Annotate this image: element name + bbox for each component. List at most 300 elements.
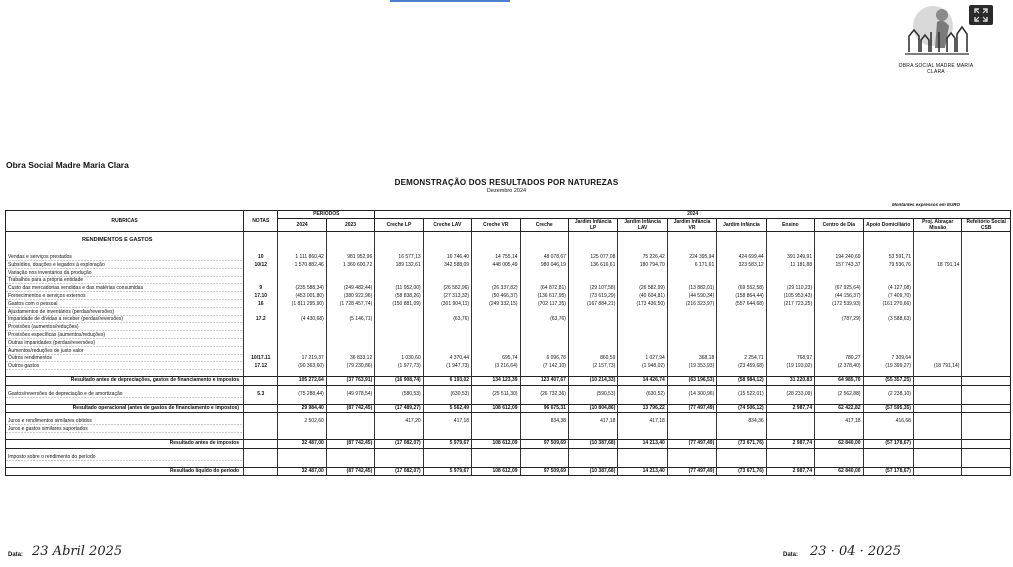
cell-value: 180 794,70 bbox=[618, 262, 667, 270]
cell-value bbox=[962, 254, 1011, 262]
cell-value bbox=[375, 309, 423, 317]
cell-value bbox=[815, 454, 863, 462]
cell-value: 16 577,13 bbox=[375, 254, 423, 262]
cell-value: (2 562,88) bbox=[815, 391, 863, 399]
cell-value bbox=[962, 340, 1011, 348]
empty-cell bbox=[520, 232, 568, 250]
cell-value bbox=[962, 316, 1011, 324]
cell-value: (29 107,58) bbox=[568, 285, 617, 293]
cell-value bbox=[568, 316, 617, 324]
empty-cell bbox=[913, 232, 961, 250]
cell-value: 1 570 882,46 bbox=[278, 262, 326, 270]
row-label bbox=[6, 340, 244, 348]
cell-value: (172 539,93) bbox=[815, 301, 863, 309]
income-statement-table bbox=[5, 210, 1011, 476]
cell-value: (787,29) bbox=[815, 316, 863, 324]
cell-value bbox=[913, 355, 961, 363]
cell-value bbox=[913, 404, 961, 413]
row-label bbox=[6, 426, 244, 434]
cell-value bbox=[568, 270, 617, 278]
cell-value bbox=[667, 324, 716, 332]
cell-value bbox=[423, 324, 471, 332]
cell-value: 134 123,39 bbox=[472, 376, 520, 385]
row-label-text: Provisões (aumentos/reduções) bbox=[8, 324, 79, 331]
cell-value bbox=[815, 270, 863, 278]
cell-value bbox=[667, 332, 716, 340]
logo-text: OBRA SOCIAL MADRE MARIA CLARA bbox=[898, 63, 974, 75]
cell-value bbox=[326, 332, 374, 340]
column-header: Jardim Infância VR bbox=[667, 219, 716, 232]
cell-value bbox=[278, 332, 326, 340]
cell-value bbox=[913, 277, 961, 285]
row-label-text: Resultado operacional (antes de gastos de financiamento e impostos) bbox=[72, 404, 240, 411]
row-label bbox=[6, 439, 244, 448]
cell-value: 695,74 bbox=[472, 355, 520, 363]
document-subtitle: Dezembro 2024 bbox=[486, 188, 527, 194]
row-label-text: Resultado líquido do período bbox=[169, 467, 240, 474]
cell-value: 2 254,71 bbox=[717, 355, 766, 363]
cell-value bbox=[423, 309, 471, 317]
cell-value: (380 922,96) bbox=[326, 293, 374, 301]
cell-value: (25 511,30) bbox=[472, 391, 520, 399]
row-note: 17.12 bbox=[244, 363, 278, 371]
table-row bbox=[6, 262, 1011, 270]
cell-value bbox=[717, 348, 766, 356]
year-group-header: 2024 bbox=[375, 211, 1011, 219]
cell-value bbox=[962, 391, 1011, 399]
cell-value bbox=[913, 309, 961, 317]
cell-value: 79 536,76 bbox=[863, 262, 913, 270]
cell-value bbox=[472, 332, 520, 340]
table-row bbox=[6, 332, 1011, 340]
cell-value: (50 466,37) bbox=[472, 293, 520, 301]
cell-value bbox=[472, 309, 520, 317]
cell-value: (3 216,64) bbox=[472, 363, 520, 371]
cell-value bbox=[278, 348, 326, 356]
cell-value bbox=[618, 454, 667, 462]
row-label-text: Juros e rendimentos similares obtidos bbox=[8, 418, 92, 425]
cell-value: 1 027,94 bbox=[618, 355, 667, 363]
cell-value bbox=[618, 426, 667, 434]
cell-value bbox=[717, 426, 766, 434]
row-note: 9 bbox=[244, 285, 278, 293]
cell-value bbox=[375, 426, 423, 434]
cell-value bbox=[962, 467, 1011, 476]
cell-value bbox=[863, 270, 913, 278]
cell-value: 123 407,67 bbox=[520, 376, 568, 385]
cell-value: 417,18 bbox=[815, 418, 863, 426]
cell-value bbox=[278, 426, 326, 434]
row-label-text: Gastos com o pessoal bbox=[8, 300, 58, 307]
cell-value bbox=[520, 309, 568, 317]
cell-value bbox=[962, 332, 1011, 340]
cell-value bbox=[568, 309, 617, 317]
cell-value: 53 591,71 bbox=[863, 254, 913, 262]
cell-value: (26 337,82) bbox=[472, 285, 520, 293]
cell-value: (58 838,26) bbox=[375, 293, 423, 301]
table-row bbox=[6, 348, 1011, 356]
row-note bbox=[244, 332, 278, 340]
cell-value: 62 422,82 bbox=[815, 404, 863, 413]
cell-value bbox=[375, 332, 423, 340]
row-label-text: Aumentos/reduções de justo valor bbox=[8, 347, 84, 354]
cell-value bbox=[375, 277, 423, 285]
cell-value bbox=[766, 332, 814, 340]
cell-value bbox=[618, 277, 667, 285]
cell-value bbox=[815, 348, 863, 356]
notas-header: NOTAS bbox=[244, 211, 278, 232]
row-label-text: Gastos/reversões de depreciação e de amortização bbox=[8, 390, 123, 397]
cell-value: 391 249,91 bbox=[766, 254, 814, 262]
table-row bbox=[6, 355, 1011, 363]
table-row bbox=[6, 293, 1011, 301]
cell-value: 323 583,12 bbox=[717, 262, 766, 270]
empty-cell bbox=[863, 232, 913, 250]
cell-value bbox=[472, 418, 520, 426]
cell-value: (1 811 295,90) bbox=[278, 301, 326, 309]
row-label bbox=[6, 454, 244, 462]
cell-value: (13 882,01) bbox=[667, 285, 716, 293]
cell-value: (10 214,33) bbox=[568, 376, 617, 385]
cell-value bbox=[520, 454, 568, 462]
cell-value: (158 864,44) bbox=[717, 293, 766, 301]
cell-value bbox=[667, 316, 716, 324]
table-row bbox=[6, 363, 1011, 371]
row-note bbox=[244, 340, 278, 348]
cell-value bbox=[618, 270, 667, 278]
cell-value bbox=[815, 426, 863, 434]
cell-value bbox=[326, 426, 374, 434]
cell-value: (28 233,09) bbox=[766, 391, 814, 399]
cell-value bbox=[766, 270, 814, 278]
row-label-text: Juros e gastos similares suportados bbox=[8, 426, 88, 433]
table-row bbox=[6, 454, 1011, 462]
cell-value: 1 360 600,72 bbox=[326, 262, 374, 270]
row-label-text: Outros gastos bbox=[8, 363, 40, 370]
cell-value: (74 506,12) bbox=[717, 404, 766, 413]
cell-value bbox=[375, 270, 423, 278]
section-title: RENDIMENTOS E GASTOS bbox=[82, 236, 153, 243]
row-label bbox=[6, 467, 244, 476]
cell-value bbox=[520, 270, 568, 278]
cell-value: (3 588,63) bbox=[863, 316, 913, 324]
row-label-text: Resultado antes de depreciações, gastos de financiamento e impostos bbox=[70, 376, 240, 383]
cell-value bbox=[962, 262, 1011, 270]
cell-value bbox=[717, 324, 766, 332]
cell-value: (26 732,36) bbox=[520, 391, 568, 399]
cell-value bbox=[618, 332, 667, 340]
cell-value bbox=[863, 277, 913, 285]
cell-value: (87 742,45) bbox=[326, 439, 374, 448]
cell-value bbox=[962, 277, 1011, 285]
cell-value: 5 562,49 bbox=[423, 404, 471, 413]
table-row bbox=[6, 404, 1011, 413]
column-header: Jardim Infância LP bbox=[568, 219, 617, 232]
cell-value bbox=[962, 348, 1011, 356]
cell-value bbox=[568, 426, 617, 434]
row-note bbox=[244, 277, 278, 285]
row-note bbox=[244, 404, 278, 413]
row-label-text: Vendas e serviços prestados bbox=[8, 254, 72, 260]
cell-value bbox=[913, 348, 961, 356]
cell-value bbox=[278, 454, 326, 462]
cell-value: 834,36 bbox=[717, 418, 766, 426]
cell-value: (301 904,11) bbox=[423, 301, 471, 309]
cell-value bbox=[375, 340, 423, 348]
cell-value bbox=[520, 340, 568, 348]
cell-value bbox=[962, 324, 1011, 332]
cell-value: (167 884,21) bbox=[568, 301, 617, 309]
cell-value: 416,68 bbox=[863, 418, 913, 426]
column-header: Creche LP bbox=[375, 219, 423, 232]
row-note: 10/12 bbox=[244, 262, 278, 270]
row-note bbox=[244, 324, 278, 332]
cell-value bbox=[913, 293, 961, 301]
empty-cell bbox=[766, 232, 814, 250]
row-label-text: Outras imparidades (perdas/reversões) bbox=[8, 339, 95, 346]
cell-value: 14 755,14 bbox=[472, 254, 520, 262]
cell-value: (630,52) bbox=[618, 391, 667, 399]
table-row bbox=[6, 418, 1011, 426]
cell-value bbox=[962, 404, 1011, 413]
expand-icon bbox=[974, 8, 988, 22]
empty-cell bbox=[618, 232, 667, 250]
cell-value: (453 001,80) bbox=[278, 293, 326, 301]
cell-value: (55 357,25) bbox=[863, 376, 913, 385]
cell-value bbox=[913, 270, 961, 278]
empty-cell bbox=[326, 232, 374, 250]
cell-value bbox=[568, 348, 617, 356]
cell-value: 125 077,08 bbox=[568, 254, 617, 262]
cell-value: 11 181,88 bbox=[766, 262, 814, 270]
cell-value bbox=[278, 309, 326, 317]
table-row bbox=[6, 376, 1011, 385]
row-note bbox=[244, 376, 278, 385]
row-label bbox=[6, 301, 244, 309]
organization-name: Obra Social Madre Maria Clara bbox=[6, 160, 129, 170]
cell-value: (49 978,54) bbox=[326, 391, 374, 399]
cell-value: 768,97 bbox=[766, 355, 814, 363]
column-header: Creche bbox=[520, 219, 568, 232]
row-note: 16 bbox=[244, 301, 278, 309]
cell-value: (235 588,34) bbox=[278, 285, 326, 293]
cell-value: (11 952,00) bbox=[375, 285, 423, 293]
cell-value bbox=[913, 332, 961, 340]
cell-value: (37 763,91) bbox=[326, 376, 374, 385]
empty-cell bbox=[962, 232, 1011, 250]
cell-value bbox=[766, 340, 814, 348]
cell-value bbox=[278, 324, 326, 332]
column-header: Proj. Abraçar Missão bbox=[913, 219, 961, 232]
empty-cell bbox=[568, 232, 617, 250]
cell-value: (2 157,73) bbox=[568, 363, 617, 371]
table-row bbox=[6, 316, 1011, 324]
row-note bbox=[244, 418, 278, 426]
cell-value: 194 240,69 bbox=[815, 254, 863, 262]
row-label bbox=[6, 391, 244, 399]
cell-value: (217 723,25) bbox=[766, 301, 814, 309]
cell-value: (87 742,45) bbox=[326, 467, 374, 476]
cell-value bbox=[667, 454, 716, 462]
cell-value: 108 612,09 bbox=[472, 439, 520, 448]
cell-value: 13 796,22 bbox=[618, 404, 667, 413]
cell-value bbox=[472, 340, 520, 348]
date-label-right: Data: bbox=[783, 552, 799, 558]
cell-value: (23 459,68) bbox=[717, 363, 766, 371]
cell-value bbox=[326, 454, 374, 462]
row-label bbox=[6, 332, 244, 340]
cell-value: 6 171,61 bbox=[667, 262, 716, 270]
row-label bbox=[6, 376, 244, 385]
cell-value bbox=[913, 467, 961, 476]
cell-value bbox=[667, 348, 716, 356]
cell-value bbox=[423, 340, 471, 348]
cell-value bbox=[863, 324, 913, 332]
cell-value bbox=[520, 324, 568, 332]
cell-value: 980 046,19 bbox=[520, 262, 568, 270]
cell-value bbox=[717, 270, 766, 278]
row-label-text: Fornecimentos e serviços externos bbox=[8, 292, 86, 299]
cell-value bbox=[618, 340, 667, 348]
cell-value: (44 156,37) bbox=[815, 293, 863, 301]
cell-value bbox=[717, 454, 766, 462]
cell-value: (16 908,74) bbox=[375, 376, 423, 385]
row-label bbox=[6, 316, 244, 324]
column-header: 2024 bbox=[278, 219, 326, 232]
cell-value bbox=[520, 348, 568, 356]
column-header: Creche LAV bbox=[423, 219, 471, 232]
cell-value: (1 977,73) bbox=[375, 363, 423, 371]
row-label bbox=[6, 293, 244, 301]
cell-value bbox=[913, 454, 961, 462]
cell-value: (63 196,53) bbox=[667, 376, 716, 385]
cell-value: (590,53) bbox=[568, 391, 617, 399]
cell-value: (19 399,27) bbox=[863, 363, 913, 371]
cell-value bbox=[375, 454, 423, 462]
cell-value: (75 288,44) bbox=[278, 391, 326, 399]
column-header: Centro de Dia bbox=[815, 219, 863, 232]
cell-value: (27 313,32) bbox=[423, 293, 471, 301]
cell-value: 4 370,44 bbox=[423, 355, 471, 363]
cell-value bbox=[568, 454, 617, 462]
cell-value: 108 612,09 bbox=[472, 467, 520, 476]
cell-value bbox=[766, 426, 814, 434]
cell-value: (19 353,93) bbox=[667, 363, 716, 371]
cell-value bbox=[766, 277, 814, 285]
cell-value: 16 746,40 bbox=[423, 254, 471, 262]
cell-value: (57 178,67) bbox=[863, 439, 913, 448]
row-label-text: Ajustamentos de inventários (perdas/reversões) bbox=[8, 308, 115, 315]
date-label-left: Data: bbox=[8, 552, 24, 558]
cell-value bbox=[717, 340, 766, 348]
cell-value bbox=[520, 277, 568, 285]
cell-value bbox=[472, 348, 520, 356]
cell-value: 105 272,64 bbox=[278, 376, 326, 385]
cell-value bbox=[962, 309, 1011, 317]
row-label bbox=[6, 262, 244, 270]
cell-value bbox=[278, 340, 326, 348]
cell-value bbox=[717, 316, 766, 324]
cell-value bbox=[618, 348, 667, 356]
cell-value bbox=[326, 270, 374, 278]
table-row bbox=[6, 426, 1011, 434]
cell-value: 5 979,67 bbox=[423, 467, 471, 476]
cell-value bbox=[913, 301, 961, 309]
cell-value: (90 363,60) bbox=[278, 363, 326, 371]
cell-value: (79 230,86) bbox=[326, 363, 374, 371]
cell-value bbox=[863, 454, 913, 462]
table-row bbox=[6, 391, 1011, 399]
cell-value bbox=[520, 426, 568, 434]
cell-value: (10 387,68) bbox=[568, 467, 617, 476]
cell-value bbox=[913, 340, 961, 348]
cell-value: 424 699,44 bbox=[717, 254, 766, 262]
row-note bbox=[244, 309, 278, 317]
cell-value: 48 078,67 bbox=[520, 254, 568, 262]
cell-value bbox=[472, 324, 520, 332]
row-label bbox=[6, 404, 244, 413]
table-row bbox=[6, 277, 1011, 285]
row-note: 10 bbox=[244, 254, 278, 262]
cell-value: 75 226,42 bbox=[618, 254, 667, 262]
cell-value: 108 612,09 bbox=[472, 404, 520, 413]
cell-value: 7 309,64 bbox=[863, 355, 913, 363]
cell-value bbox=[863, 332, 913, 340]
empty-cell bbox=[375, 232, 423, 250]
cell-value bbox=[863, 309, 913, 317]
cell-value: 342 588,09 bbox=[423, 262, 471, 270]
cell-value: 224 395,94 bbox=[667, 254, 716, 262]
row-note bbox=[244, 467, 278, 476]
cell-value: (557 644,68) bbox=[717, 301, 766, 309]
cell-value bbox=[568, 277, 617, 285]
cell-value: 17 219,37 bbox=[278, 355, 326, 363]
cell-value bbox=[766, 316, 814, 324]
cell-value: 62 840,00 bbox=[815, 439, 863, 448]
row-note bbox=[244, 439, 278, 448]
cell-value: 189 132,61 bbox=[375, 262, 423, 270]
empty-cell bbox=[278, 232, 326, 250]
cell-value: (249 482,44) bbox=[326, 285, 374, 293]
cell-value bbox=[766, 348, 814, 356]
cell-value bbox=[962, 270, 1011, 278]
table-row bbox=[6, 301, 1011, 309]
row-label bbox=[6, 363, 244, 371]
column-header: Jardim Infância LAV bbox=[618, 219, 667, 232]
cell-value: (7 409,70) bbox=[863, 293, 913, 301]
row-label-text: Variação nos inventários da produção bbox=[8, 269, 92, 276]
cell-value: 14 213,40 bbox=[618, 467, 667, 476]
cell-value: (17 489,27) bbox=[375, 404, 423, 413]
cell-value bbox=[667, 418, 716, 426]
row-label-text: Resultado antes de impostos bbox=[169, 439, 240, 446]
row-label bbox=[6, 418, 244, 426]
cell-value: (5 146,71) bbox=[326, 316, 374, 324]
cell-value bbox=[815, 309, 863, 317]
cell-value bbox=[962, 426, 1011, 434]
cell-value: (57 178,67) bbox=[863, 467, 913, 476]
cell-value: (249 332,15) bbox=[472, 301, 520, 309]
row-label-text: Custo das mercadorias vendidas e das matérias consumidas bbox=[8, 285, 144, 292]
cell-value bbox=[568, 340, 617, 348]
cell-value: (73 671,76) bbox=[717, 439, 766, 448]
row-note bbox=[244, 426, 278, 434]
row-note bbox=[244, 270, 278, 278]
cell-value bbox=[326, 340, 374, 348]
cell-value bbox=[667, 340, 716, 348]
cell-value: 32 487,00 bbox=[278, 467, 326, 476]
cell-value bbox=[667, 277, 716, 285]
